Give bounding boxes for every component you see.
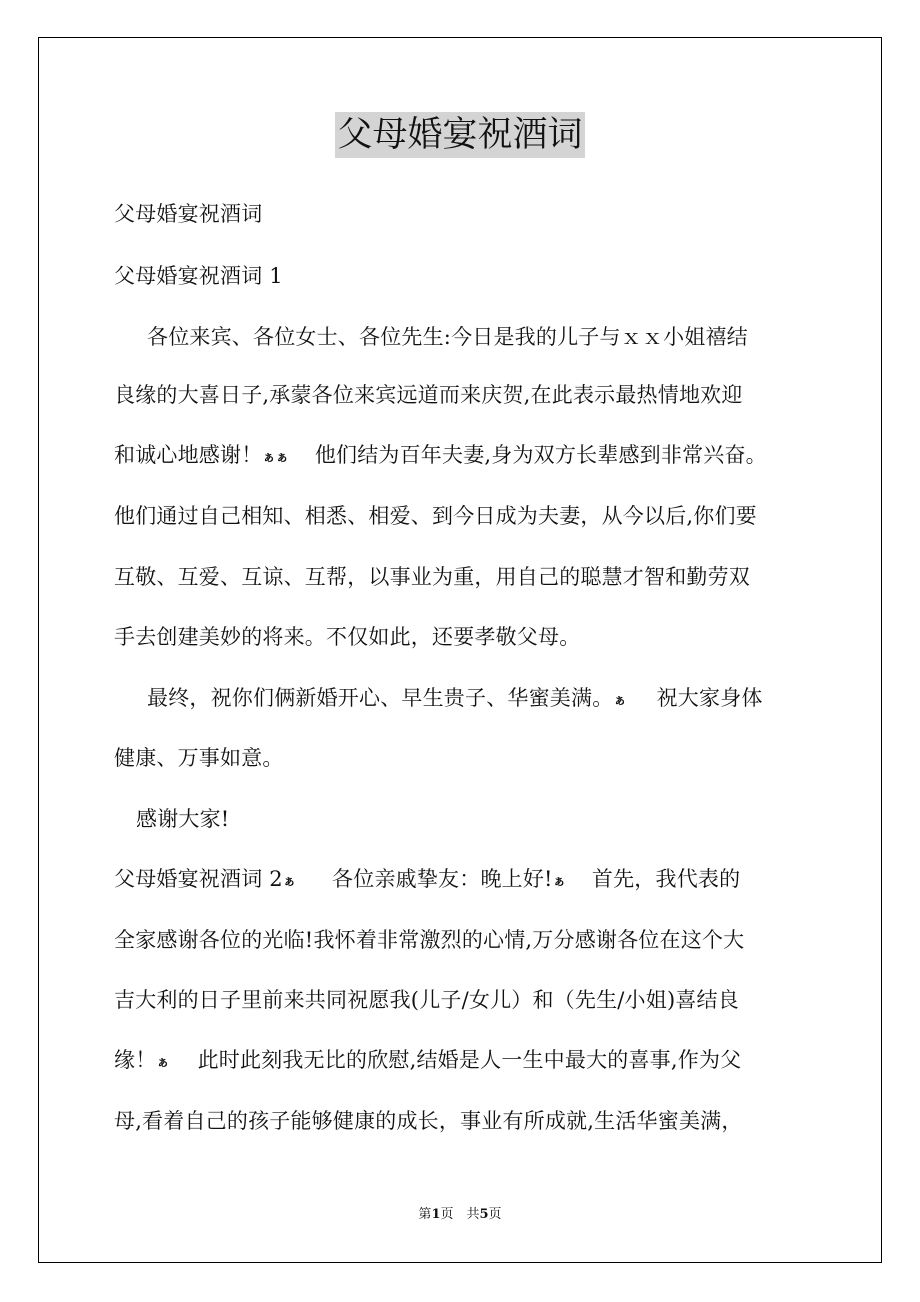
footer-label: 页 共 bbox=[440, 1207, 480, 1222]
paragraph-line: 全家感谢各位的光临!我怀着非常激烈的心情,万分感谢各位在这个大 bbox=[114, 928, 745, 952]
paragraph-line: 感谢大家! bbox=[136, 807, 230, 831]
separator-mark: ぁ bbox=[552, 874, 566, 889]
subtitle: 父母婚宴祝酒词 bbox=[114, 202, 263, 226]
paragraph-line: 良缘的大喜日子,承蒙各位来宾远道而来庆贺,在此表示最热情地欢迎 bbox=[114, 383, 743, 407]
paragraph-line bbox=[114, 440, 767, 473]
separator-mark: ぁ bbox=[156, 1055, 170, 1070]
paragraph-segment: 和诚心地感谢！ bbox=[114, 443, 263, 467]
paragraph-line bbox=[114, 864, 740, 897]
separator-mark: ぁぁ bbox=[262, 450, 289, 465]
paragraph-line: 手去创建美妙的将来。不仅如此，还要孝敬父母。 bbox=[114, 625, 581, 649]
paragraph-segment: 首先，我代表的 bbox=[591, 867, 741, 891]
document-title: 父母婚宴祝酒词 bbox=[335, 112, 584, 158]
section-heading-1: 父母婚宴祝酒词 1 bbox=[114, 264, 283, 288]
paragraph-line: 母,看着自己的孩子能够健康的成长，事业有所成就,生活华蜜美满， bbox=[114, 1109, 743, 1133]
total-page-number: 5 bbox=[479, 1207, 489, 1222]
paragraph-line bbox=[147, 683, 763, 716]
footer-label: 页 bbox=[488, 1207, 502, 1222]
paragraph-segment: 各位亲戚挚友：晚上好! bbox=[332, 867, 553, 891]
footer-label: 第 bbox=[418, 1207, 432, 1222]
separator-mark: ぁ bbox=[282, 874, 297, 889]
current-page-number: 1 bbox=[431, 1207, 441, 1222]
paragraph-segment: 最终，祝你们俩新婚开心、早生贵子、华蜜美满。 bbox=[147, 686, 614, 710]
paragraph-segment: 他们结为百年夫妻,身为双方长辈感到非常兴奋。 bbox=[314, 443, 767, 467]
paragraph-segment: 缘！ bbox=[114, 1048, 157, 1072]
page-footer bbox=[0, 1206, 920, 1224]
paragraph-line: 健康、万事如意。 bbox=[114, 746, 284, 770]
paragraph-line: 各位来宾、各位女士、各位先生:今日是我的儿子与ｘｘ小姐禧结 bbox=[147, 325, 748, 349]
paragraph-line: 互敬、互爱、互谅、互帮，以事业为重，用自己的聪慧才智和勤劳双 bbox=[114, 565, 750, 589]
paragraph-line: 他们通过自己相知、相悉、相爱、到今日成为夫妻，从今以后,你们要 bbox=[114, 504, 757, 528]
paragraph-line: 吉大利的日子里前来共同祝愿我(儿子/女儿）和（先生/小姐)喜结良 bbox=[114, 988, 739, 1012]
title-container bbox=[0, 112, 920, 158]
paragraph-segment: 此时此刻我无比的欣慰,结婚是人一生中最大的喜事,作为父 bbox=[197, 1048, 742, 1072]
paragraph-segment: 祝大家身体 bbox=[656, 686, 763, 710]
section-heading-2: 父母婚宴祝酒词 2 bbox=[114, 867, 283, 891]
paragraph-line bbox=[114, 1045, 741, 1078]
separator-mark: ぁ bbox=[613, 693, 627, 708]
